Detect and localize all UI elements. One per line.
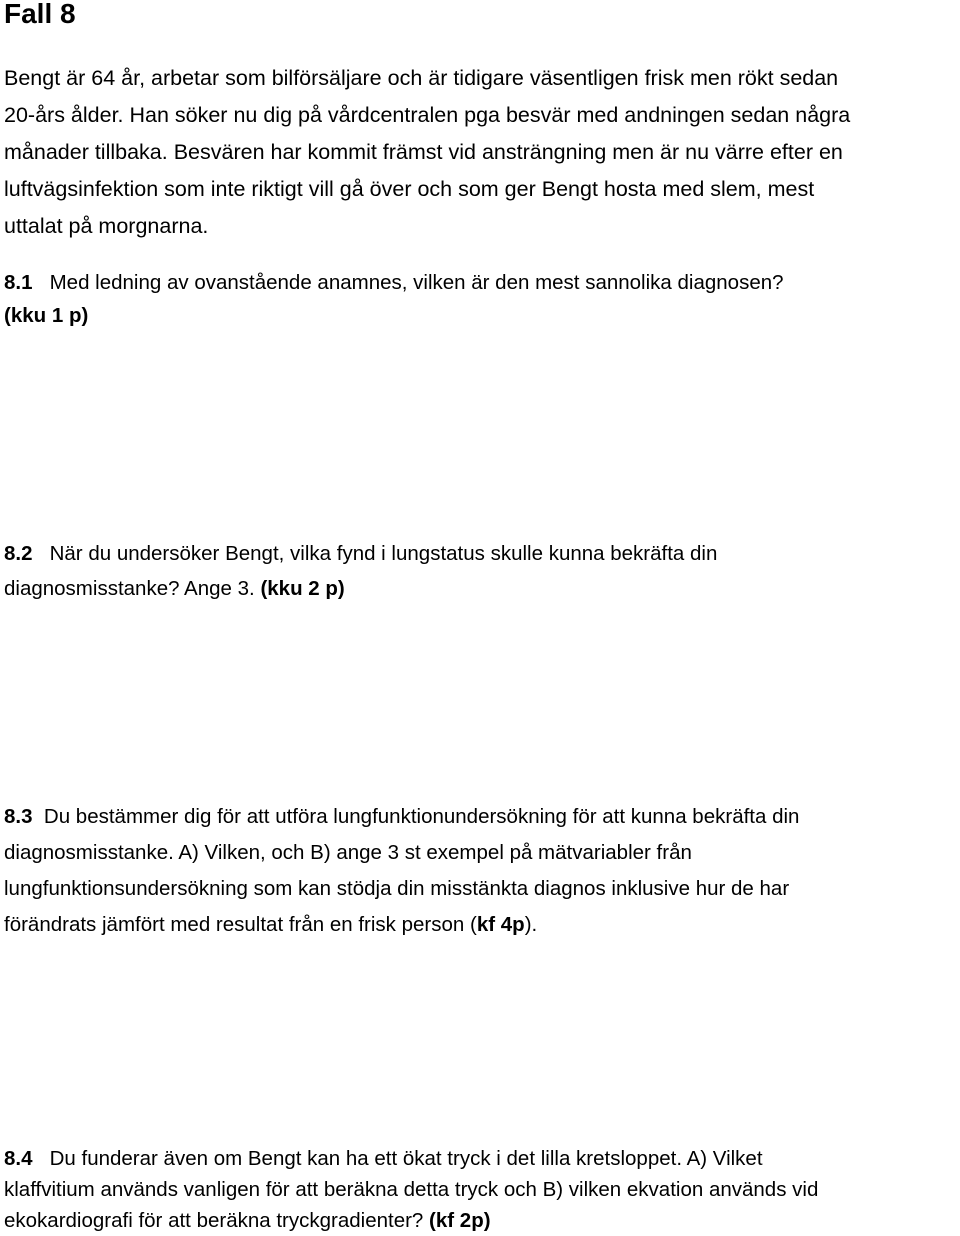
question-text: ekokardiografi för att beräkna tryckgradienter?	[4, 1209, 424, 1232]
case-title: Fall 8	[4, 0, 76, 29]
question-line: klaffvitium används vanligen för att beräkna detta tryck och B) vilken ekvation används vid	[4, 1178, 819, 1201]
question-number: 8.4	[4, 1147, 33, 1170]
intro-line: luftvägsinfektion som inte riktigt vill gå över och som ger Bengt hosta med slem, mest	[4, 177, 815, 201]
intro-line: 20-års ålder. Han söker nu dig på vårdcentralen pga besvär med andningen sedan några	[4, 103, 851, 127]
question-text: Du bestämmer dig för att utföra lungfunktionundersökning för att kunna bekräfta din	[43, 805, 800, 828]
question-line: lungfunktionsundersökning som kan stödja din misstänkta diagnos inklusive hur de har	[4, 877, 790, 900]
question-line	[4, 799, 959, 835]
intro-line: uttalat på morgnarna.	[4, 214, 209, 238]
question-line	[4, 1143, 959, 1174]
question-text: Du funderar även om Bengt kan ha ett ökat tryck i det lilla kretsloppet. A) Vilket	[49, 1147, 763, 1170]
question-8-4	[4, 1143, 959, 1236]
question-points: (kku 1 p)	[4, 304, 89, 327]
question-line: diagnosmisstanke. A) Vilken, och B) ange 3 st exempel på mätvariabler från	[4, 841, 692, 864]
question-line	[4, 571, 959, 606]
question-line	[4, 907, 959, 943]
question-points: kf 4p	[476, 913, 525, 936]
question-8-3	[4, 799, 959, 943]
question-number: 8.2	[4, 542, 33, 565]
intro-line: månader tillbaka. Besvären har kommit främst vid ansträngning men är nu värre efter en	[4, 140, 843, 164]
question-points: (kku 2 p)	[260, 577, 345, 600]
question-number: 8.3	[4, 805, 33, 828]
question-points: (kf 2p)	[429, 1209, 491, 1232]
question-text: ).	[524, 913, 538, 936]
question-text: Med ledning av ovanstående anamnes, vilken är den mest sannolika diagnosen?	[49, 271, 784, 294]
intro-line: Bengt är 64 år, arbetar som bilförsäljare och är tidigare väsentligen frisk men rökt sedan	[4, 66, 839, 90]
question-line	[4, 536, 959, 571]
question-text: förändrats jämfört med resultat från en frisk person (	[4, 913, 477, 936]
question-text: diagnosmisstanke? Ange 3.	[4, 577, 255, 600]
question-8-1	[4, 266, 959, 332]
case-description	[4, 60, 954, 245]
question-8-2	[4, 536, 959, 606]
question-text: När du undersöker Bengt, vilka fynd i lungstatus skulle kunna bekräfta din	[49, 542, 718, 565]
question-line	[4, 266, 959, 299]
question-line	[4, 1205, 959, 1236]
question-number: 8.1	[4, 271, 33, 294]
